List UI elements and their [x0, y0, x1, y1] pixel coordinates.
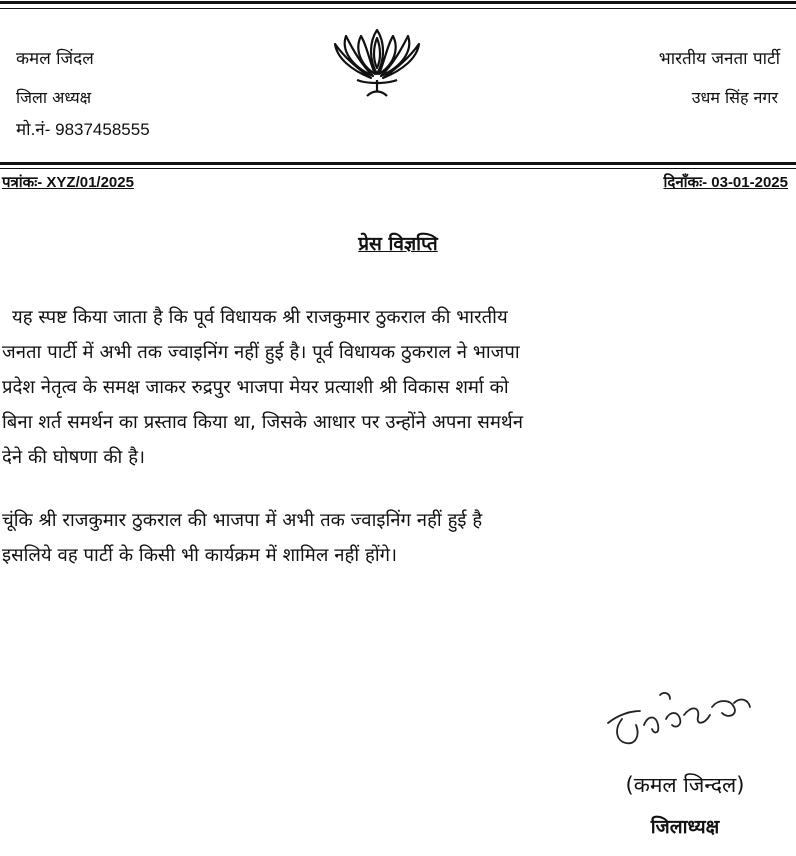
top-rule-thin	[0, 8, 796, 9]
document-title: प्रेस विज्ञप्ति	[358, 233, 438, 255]
signatory-name: (कमल जिन्दल)	[625, 773, 745, 797]
sender-mobile: मो.नं- 9837458555	[16, 120, 150, 139]
sender-name: कमल जिंदल	[16, 49, 94, 69]
reference-number: पत्रांकः- XYZ/01/2025	[2, 174, 134, 191]
paragraph-line: बिना शर्त समर्थन का प्रस्ताव किया था, जिसके आधार पर उन्होंने अपना समर्थन	[2, 412, 523, 433]
top-rule-thick	[0, 1, 796, 4]
body-paragraph-1	[2, 300, 786, 475]
party-location: उधम सिंह नगर	[691, 88, 778, 107]
paragraph-line: इसलिये वह पार्टी के किसी भी कार्यक्रम में शामिल नहीं होंगे।	[2, 545, 398, 566]
paragraph-line: यह स्पष्ट किया जाता है कि पूर्व विधायक श्री राजकुमार ठुकराल की भारतीय	[12, 307, 508, 328]
party-name: भारतीय जनता पार्टी	[658, 49, 780, 69]
header-rule-thick	[0, 162, 796, 165]
signatory-title: जिलाध्यक्ष	[650, 816, 720, 838]
header-rule-thin	[0, 168, 796, 169]
lotus-logo-icon	[331, 22, 423, 102]
party-block	[659, 46, 780, 108]
paragraph-line: देने की घोषणा की है।	[2, 447, 146, 468]
paragraph-line: जनता पार्टी में अभी तक ज्वाइनिंग नहीं हुई है। पूर्व विधायक ठुकराल ने भाजपा	[2, 342, 520, 363]
paragraph-line: चूंकि श्री राजकुमार ठुकराल की भाजपा में अभी तक ज्वाइनिंग नहीं हुई है	[2, 510, 483, 531]
sender-block	[16, 46, 150, 140]
body-paragraph-2	[2, 503, 786, 573]
sender-designation: जिला अध्यक्ष	[16, 88, 92, 107]
paragraph-line: प्रदेश नेतृत्व के समक्ष जाकर रुद्रपुर भाजपा मेयर प्रत्याशी श्री विकास शर्मा को	[2, 377, 509, 398]
reference-date: दिनाँकः- 03-01-2025	[663, 174, 788, 191]
handwritten-signature	[600, 685, 760, 755]
